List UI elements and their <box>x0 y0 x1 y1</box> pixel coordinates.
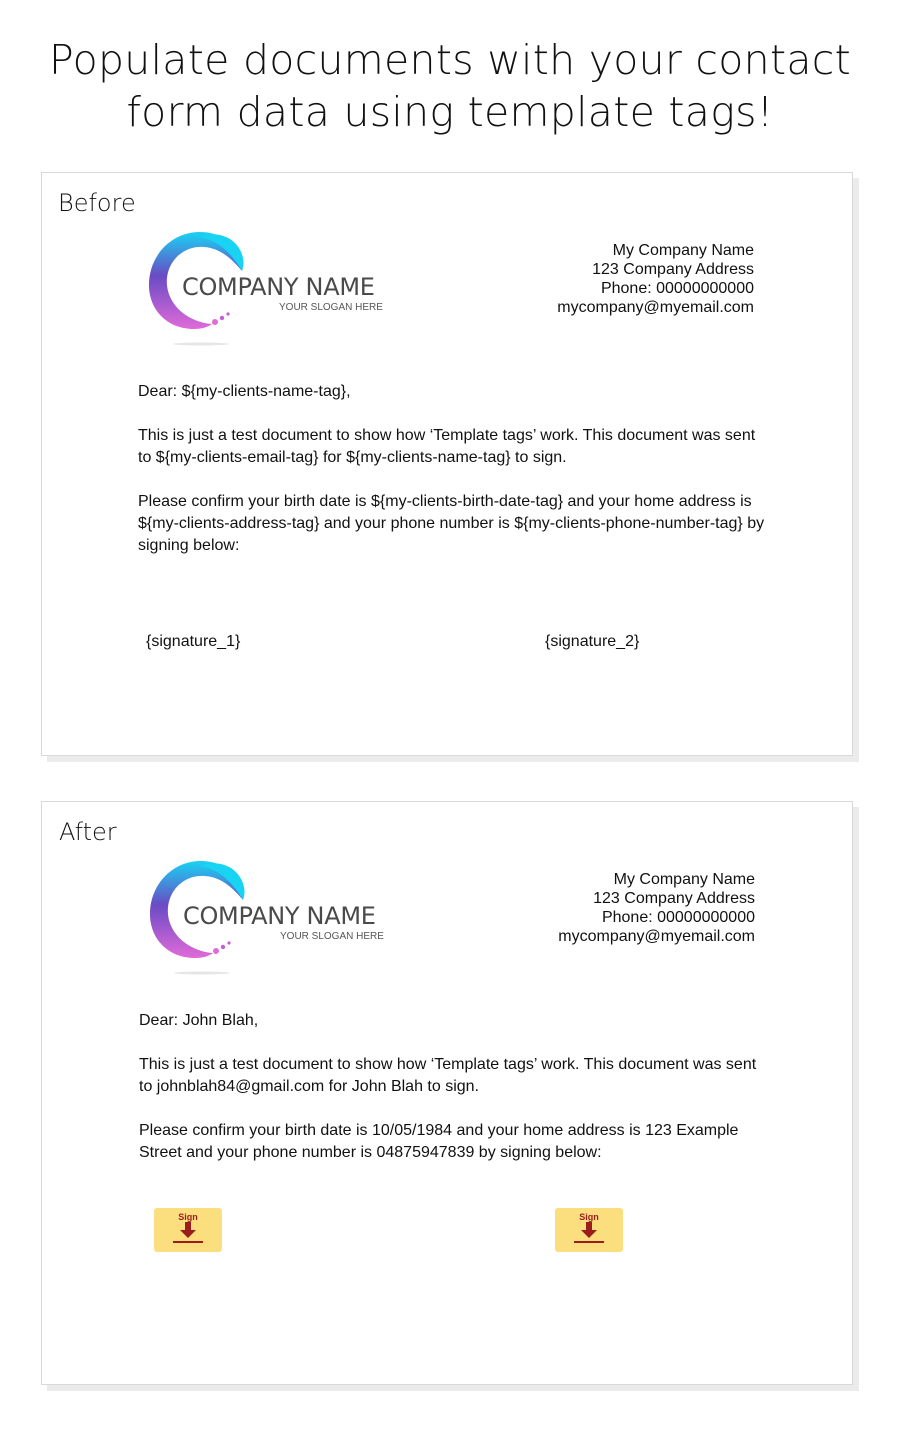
letter-paragraph-1: This is just a test document to show how ‘Template tags’ work. This document was sent to johnblah84@gmail.com for John Blah to sign. <box>139 1056 757 1095</box>
sign-arrow-icon <box>173 1222 203 1244</box>
company-phone: Phone: 00000000000 <box>601 909 755 926</box>
signature-tag-1: {signature_1} <box>146 633 241 650</box>
letter-greeting: Dear: ${my-clients-name-tag}, <box>138 383 351 400</box>
company-name: My Company Name <box>613 871 755 888</box>
logo-company-name: COMPANY NAME <box>183 902 376 930</box>
signature-tag-2: {signature_2} <box>545 633 640 650</box>
company-address: 123 Company Address <box>593 890 755 907</box>
company-email: mycompany@myemail.com <box>558 928 755 945</box>
letter-body <box>138 381 768 579</box>
headline-line-1: Populate documents with your contact <box>49 36 851 84</box>
letter-paragraph-2: Please confirm your birth date is 10/05/1984 and your home address is 123 Example Street and your phone number is 04875947839 by signing below: <box>139 1122 739 1161</box>
sign-button-1[interactable] <box>154 1208 222 1252</box>
company-email: mycompany@myemail.com <box>557 299 754 316</box>
sign-button-label: Sign <box>579 1212 599 1222</box>
company-name: My Company Name <box>612 242 754 259</box>
before-panel <box>41 172 853 756</box>
company-address: 123 Company Address <box>592 261 754 278</box>
before-label: Before <box>58 189 136 217</box>
after-panel <box>41 801 853 1385</box>
sign-button-label: Sign <box>178 1212 198 1222</box>
after-label: After <box>59 818 117 846</box>
logo-slogan: YOUR SLOGAN HERE <box>279 302 383 313</box>
company-phone: Phone: 00000000000 <box>600 280 754 297</box>
company-info <box>455 870 755 946</box>
page-headline <box>0 34 900 138</box>
letter-body <box>139 1010 769 1186</box>
sign-arrow-icon <box>574 1222 604 1244</box>
company-logo <box>146 229 386 349</box>
letter-greeting: Dear: John Blah, <box>139 1012 259 1029</box>
sign-button-2[interactable] <box>555 1208 623 1252</box>
letter-paragraph-1: This is just a test document to show how ‘Template tags’ work. This document was sent to ${my-clients-email-tag} for ${my-clients-name-tag} to sign. <box>138 427 756 466</box>
headline-line-2: form data using template tags! <box>126 88 774 136</box>
logo-slogan: YOUR SLOGAN HERE <box>280 931 384 942</box>
letter-paragraph-2: Please confirm your birth date is ${my-clients-birth-date-tag} and your home address is ${my-clients-address-tag} and your phone number is ${my-clients-phone-number-tag} by signing below: <box>138 493 765 554</box>
company-logo <box>147 858 387 978</box>
company-info <box>454 241 754 317</box>
logo-company-name: COMPANY NAME <box>182 273 375 301</box>
